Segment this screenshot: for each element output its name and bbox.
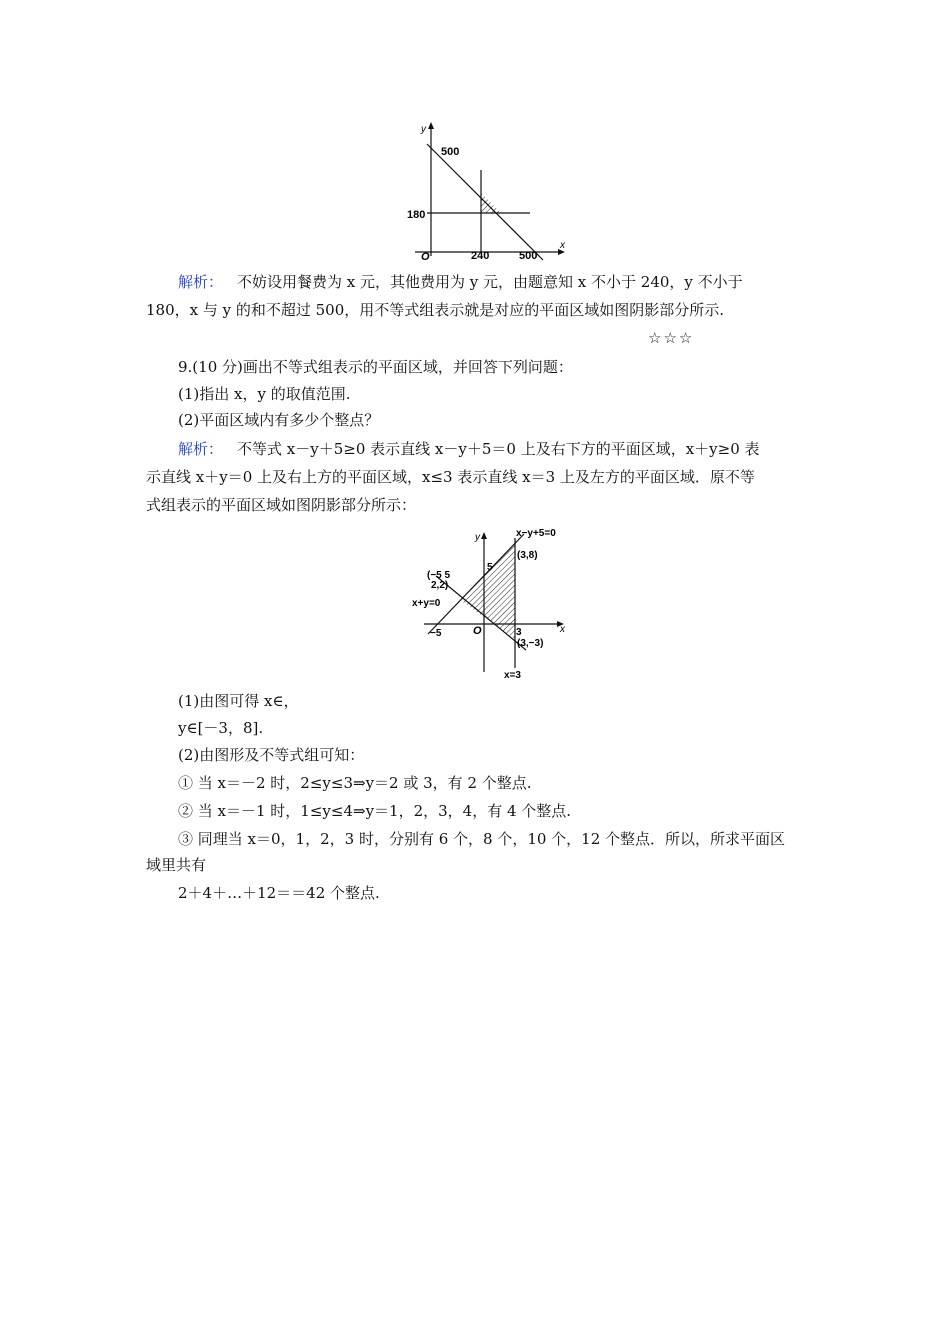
solution-2-line-3: 式组表示的平面区域如图阴影部分所示： (146, 496, 417, 514)
answer-line-3: (2)由图形及不等式组可知： (178, 746, 365, 764)
answer-line-6: ③ 同理当 x＝0，1，2，3 时，分别有 6 个，8 个，10 个，12 个整点．所以，所求平面区 (178, 830, 786, 848)
point-left-label-top: (−5 5 (427, 570, 451, 581)
x-axis-label: x (560, 624, 565, 635)
answer-line-4: ① 当 x＝－2 时，2≤y≤3⇒y＝2 或 3，有 2 个整点. (178, 774, 532, 792)
line-3-label: x=3 (504, 670, 521, 681)
origin-label: O (421, 251, 430, 263)
y-axis-label: y (475, 532, 480, 543)
solution-2-line-2: 示直线 x＋y＝0 上及右上方的平面区域，x≤3 表示直线 x＝3 上及左方的平面区域．原不等 (146, 468, 755, 486)
answer-line-8: 2＋4＋…＋12＝＝42 个整点. (178, 884, 380, 902)
answer-line-7: 域里共有 (146, 856, 207, 874)
line-2-label: x+y=0 (412, 598, 441, 609)
y-500-label: 500 (441, 146, 460, 158)
solution-1-line-2: 180，x 与 y 的和不超过 500，用不等式组表示就是对应的平面区域如图阴影部分所示. (146, 301, 725, 319)
figure-1-graph (405, 118, 575, 264)
solution-label: 解析： (178, 440, 224, 458)
x-axis-label: x (560, 240, 565, 251)
origin-label: O (473, 625, 482, 637)
question-9-part-1: (1)指出 x，y 的取值范围. (178, 385, 351, 403)
solution-2-line-1 (178, 439, 760, 459)
answer-line-5: ② 当 x＝－1 时，1≤y≤4⇒y＝1，2，3，4，有 4 个整点. (178, 802, 572, 820)
solution-1-text-1: 不妨设用餐费为 x 元，其他费用为 y 元，由题意知 x 不小于 240，y 不小于 (237, 273, 743, 291)
solution-2-text-1: 不等式 x－y＋5≥0 表示直线 x－y＋5＝0 上及右下方的平面区域，x＋y≥0 表 (237, 440, 760, 458)
tick-y-5: 5 (487, 562, 493, 573)
figure-2-graph (408, 522, 578, 684)
y-180-label: 180 (407, 209, 426, 221)
solution-label: 解析： (178, 273, 224, 291)
shaded-region (481, 193, 501, 213)
point-bottom-label: (3,−3) (517, 638, 544, 649)
line-1-label: x−y+5=0 (516, 528, 556, 539)
question-9-part-2: (2)平面区域内有多少个整点？ (178, 411, 380, 429)
tick-x-3: 3 (516, 627, 522, 638)
x-240-label: 240 (471, 250, 490, 262)
y-axis-label: y (421, 124, 426, 135)
answer-line-1: (1)由图可得 x∈， (178, 692, 299, 710)
point-left-label-bottom: 2,2) (431, 580, 449, 591)
y-axis-arrow (481, 532, 487, 539)
tick-x-neg-5: −5 (430, 628, 442, 639)
solution-1-line-1 (178, 272, 743, 292)
line-x-plus-y-500 (427, 144, 543, 260)
y-axis-arrow (428, 122, 434, 129)
question-9-title: 9.(10 分)画出不等式组表示的平面区域，并回答下列问题： (178, 358, 573, 376)
x-500-label: 500 (519, 250, 538, 262)
answer-line-2: y∈[－3，8]. (178, 719, 264, 737)
point-top-label: (3,8) (517, 550, 538, 561)
difficulty-stars: ☆☆☆ (648, 329, 695, 347)
